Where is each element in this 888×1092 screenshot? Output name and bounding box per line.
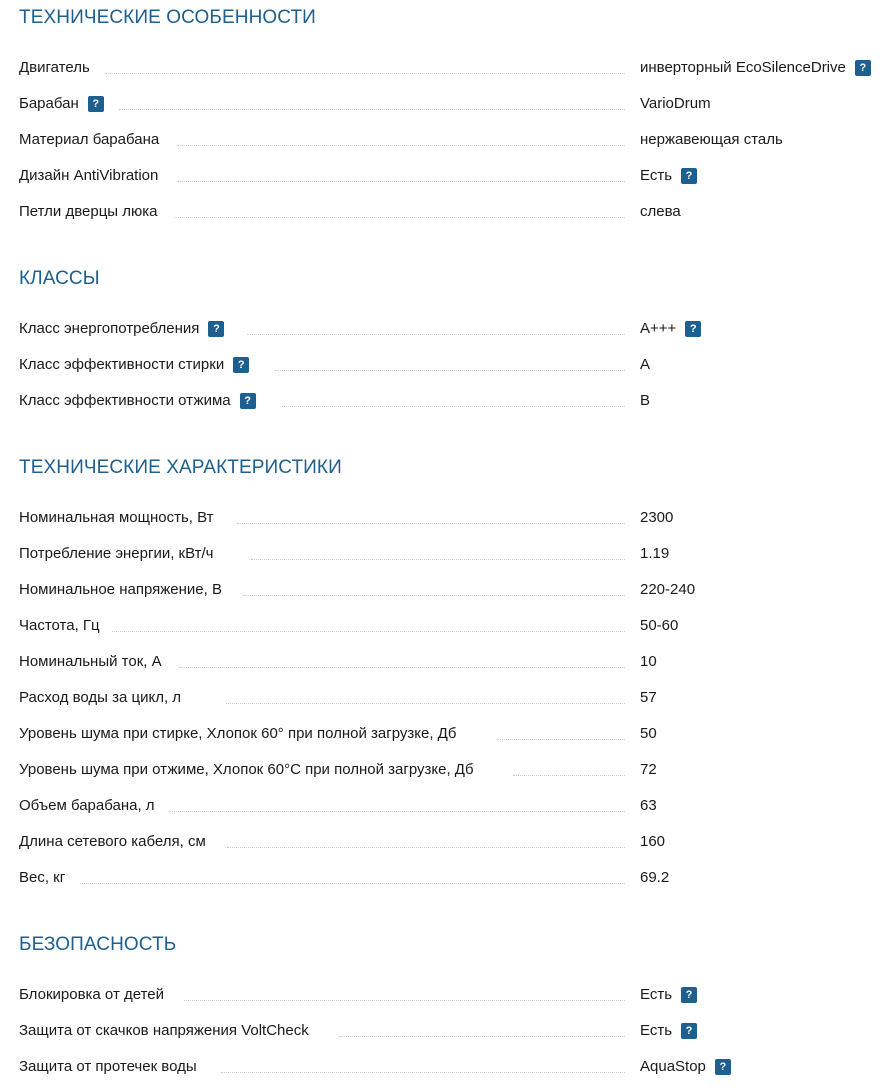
spec-value: инверторный EcoSilenceDrive ? — [640, 56, 871, 80]
spec-label: Объем барабана, л — [19, 797, 155, 814]
spec-label: Защита от скачков напряжения VoltCheck — [19, 1022, 309, 1039]
dotted-leader — [251, 559, 625, 560]
dotted-leader — [497, 739, 625, 740]
spec-value: 57 — [640, 689, 657, 706]
spec-row-noise-washing — [19, 722, 885, 746]
spec-row-energy-class — [19, 317, 885, 341]
spec-label: Вес, кг — [19, 869, 66, 886]
spec-label: Дизайн AntiVibration — [19, 167, 159, 184]
spec-label: Номинальный ток, А — [19, 653, 162, 670]
dotted-leader — [177, 145, 625, 146]
help-icon[interactable]: ? — [855, 60, 871, 76]
spec-row-aquastop — [19, 1055, 885, 1079]
spec-label: Барабан ? — [19, 92, 104, 116]
spec-label: Класс эффективности стирки ? — [19, 353, 249, 377]
dotted-leader — [243, 595, 625, 596]
spec-value: Есть ? — [640, 983, 697, 1007]
spec-row-drum-material — [19, 128, 885, 152]
spec-value: Есть ? — [640, 164, 697, 188]
spec-value: 50-60 — [640, 617, 679, 634]
spec-label: Потребление энергии, кВт/ч — [19, 545, 214, 562]
dotted-leader — [237, 523, 625, 524]
spec-label: Длина сетевого кабеля, см — [19, 833, 206, 850]
dotted-leader — [247, 334, 625, 335]
dotted-leader — [119, 109, 625, 110]
dotted-leader — [169, 811, 625, 812]
help-icon[interactable]: ? — [240, 393, 256, 409]
section-title-classes: КЛАССЫ — [19, 268, 100, 289]
dotted-leader — [221, 1072, 625, 1073]
help-icon[interactable]: ? — [685, 321, 701, 337]
spec-row-weight — [19, 866, 885, 890]
spec-value: 220-240 — [640, 581, 696, 598]
spec-value: VarioDrum — [640, 95, 711, 112]
dotted-leader — [177, 181, 625, 182]
spec-label: Петли дверцы люка — [19, 203, 158, 220]
spec-row-drum — [19, 92, 885, 116]
spec-row-child-lock — [19, 983, 885, 1007]
spec-label: Материал барабана — [19, 131, 160, 148]
spec-value: нержавеющая сталь — [640, 131, 783, 148]
section-title-safety: БЕЗОПАСНОСТЬ — [19, 934, 177, 955]
spec-value: слева — [640, 203, 681, 220]
spec-row-spin-class — [19, 389, 885, 413]
spec-label: Номинальная мощность, Вт — [19, 509, 214, 526]
spec-row-power — [19, 506, 885, 530]
spec-value: Есть ? — [640, 1019, 697, 1043]
spec-label: Частота, Гц — [19, 617, 100, 634]
spec-row-energy-consumption — [19, 542, 885, 566]
spec-row-engine — [19, 56, 885, 80]
spec-label: Двигатель — [19, 59, 90, 76]
spec-value: 1.19 — [640, 545, 670, 562]
spec-row-antivibration — [19, 164, 885, 188]
dotted-leader — [282, 406, 625, 407]
spec-row-frequency — [19, 614, 885, 638]
spec-value: 10 — [640, 653, 657, 670]
help-icon[interactable]: ? — [233, 357, 249, 373]
spec-row-drum-volume — [19, 794, 885, 818]
spec-value: B — [640, 392, 651, 409]
spec-label: Защита от протечек воды — [19, 1058, 197, 1075]
dotted-leader — [227, 847, 625, 848]
help-icon[interactable]: ? — [681, 1023, 697, 1039]
dotted-leader — [184, 1000, 625, 1001]
help-icon[interactable]: ? — [681, 987, 697, 1003]
spec-row-current — [19, 650, 885, 674]
help-icon[interactable]: ? — [88, 96, 104, 112]
spec-label: Блокировка от детей — [19, 986, 165, 1003]
spec-label: Номинальное напряжение, В — [19, 581, 222, 598]
dotted-leader — [339, 1036, 625, 1037]
spec-label: Класс энергопотребления ? — [19, 317, 224, 341]
dotted-leader — [112, 631, 625, 632]
spec-row-door-hinges — [19, 200, 885, 224]
spec-value: A — [640, 356, 651, 373]
dotted-leader — [275, 370, 625, 371]
spec-value: 2300 — [640, 509, 674, 526]
spec-row-voltage — [19, 578, 885, 602]
spec-row-noise-spin — [19, 758, 885, 782]
help-icon[interactable]: ? — [715, 1059, 731, 1075]
dotted-leader — [174, 217, 625, 218]
spec-label: Уровень шума при стирке, Хлопок 60° при полной загрузке, Дб — [19, 725, 457, 742]
dotted-leader — [226, 703, 625, 704]
spec-value: 72 — [640, 761, 657, 778]
section-title-specifications: ТЕХНИЧЕСКИЕ ХАРАКТЕРИСТИКИ — [19, 457, 342, 478]
dotted-leader — [179, 667, 625, 668]
spec-value: 69.2 — [640, 869, 670, 886]
dotted-leader — [80, 883, 625, 884]
spec-label: Уровень шума при отжиме, Хлопок 60°C при полной загрузке, Дб — [19, 761, 474, 778]
spec-row-washing-class — [19, 353, 885, 377]
spec-value: 50 — [640, 725, 657, 742]
section-title-features: ТЕХНИЧЕСКИЕ ОСОБЕННОСТИ — [19, 7, 316, 28]
help-icon[interactable]: ? — [681, 168, 697, 184]
spec-row-water-consumption — [19, 686, 885, 710]
spec-label: Класс эффективности отжима ? — [19, 389, 256, 413]
dotted-leader — [105, 73, 625, 74]
spec-value: 63 — [640, 797, 657, 814]
spec-label: Расход воды за цикл, л — [19, 689, 182, 706]
dotted-leader — [513, 775, 625, 776]
help-icon[interactable]: ? — [208, 321, 224, 337]
spec-value: 160 — [640, 833, 666, 850]
spec-row-cable-length — [19, 830, 885, 854]
spec-value: AquaStop ? — [640, 1055, 731, 1079]
spec-value: A+++ ? — [640, 317, 701, 341]
spec-row-voltcheck — [19, 1019, 885, 1043]
